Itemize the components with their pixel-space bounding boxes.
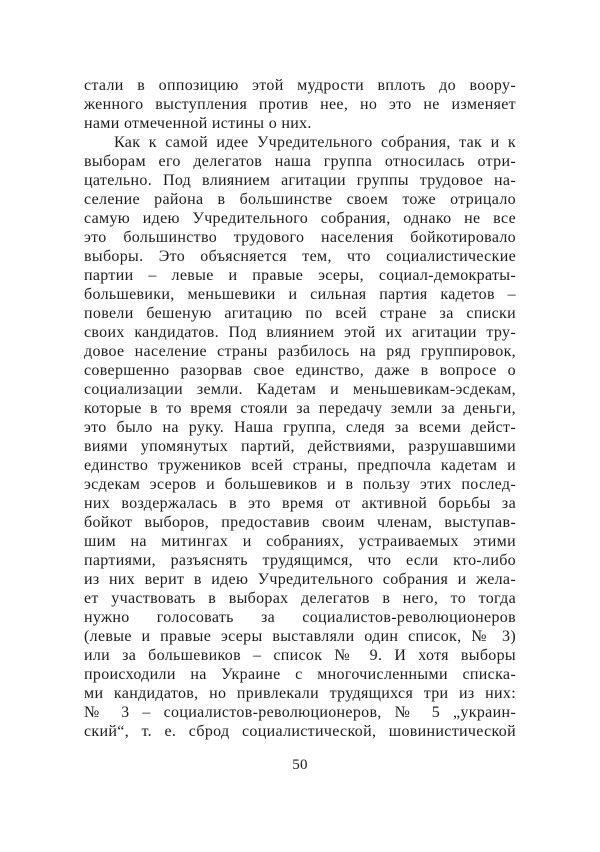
paragraph <box>84 133 516 741</box>
text-line: единство тружеников всей страны, предпочла кадетам и <box>84 457 516 474</box>
text-line: довое население страны разбилось на ряд группировок, <box>84 343 516 360</box>
text-line: № 3 – социалистов-революционеров, № 5 „украин- <box>84 704 516 721</box>
page-number: 50 <box>292 757 308 773</box>
text-line: выборам его делегатов наша группа относилась отри- <box>84 153 516 170</box>
paragraph <box>84 76 516 133</box>
text-line: бойкот выборов, предоставив своим членам, выступав- <box>84 514 516 531</box>
text-block <box>84 76 516 741</box>
text-line: социализации земли. Кадетам и меньшевикам-эсдекам, <box>84 381 516 398</box>
text-line: большевики, меньшевики и сильная партия кадетов – <box>84 286 516 303</box>
text-line: селение района в большинстве своем тоже отрицало <box>84 191 516 208</box>
text-line: самую идею Учредительного собрания, однако не все <box>84 210 516 227</box>
text-line: цательно. Под влиянием агитации группы трудовое на- <box>84 172 516 189</box>
text-line: виями упомянутых партий, действиями, разрушавшими <box>84 438 516 455</box>
text-line: ет участвовать в выборах делегатов в него, то тогда <box>84 590 516 607</box>
text-line: нужно голосовать за социалистов-революционеров <box>84 609 516 626</box>
text-line: это большинство трудового населения бойкотировало <box>84 229 516 246</box>
text-line: стали в оппозицию этой мудрости вплоть до воору- <box>84 77 516 94</box>
text-line: ский“, т. е. сброд социалистической, шовинистической <box>84 723 516 740</box>
text-line: своих кандидатов. Под влиянием этой их агитации тру- <box>84 324 516 341</box>
text-line: или за большевиков – список № 9. И хотя выборы <box>84 647 516 664</box>
text-line: это было на руку. Наша группа, следя за всеми дейст- <box>84 419 516 436</box>
text-line: (левые и правые эсеры выставляли один список, № 3) <box>84 628 516 645</box>
text-line: них воздержалась в это время от активной борьбы за <box>84 495 516 512</box>
text-line: которые в то время стояли за передачу земли за деньги, <box>84 400 516 417</box>
text-line: нами отмеченной истины о них. <box>84 115 312 132</box>
text-line: выборы. Это объясняется тем, что социалистические <box>84 248 516 265</box>
text-line: эсдекам эсеров и большевиков и в пользу этих послед- <box>84 476 516 493</box>
text-line: партиями, разъяснять трудящимся, что если кто-либо <box>84 552 516 569</box>
text-line: совершенно разорвав свое единство, даже в вопросе о <box>84 362 516 379</box>
text-line: шим на митингах и собраниях, устраиваемых этими <box>84 533 516 550</box>
text-line: происходили на Украине с многочисленными списка- <box>84 666 516 683</box>
text-line: повели бешеную агитацию по всей стране за списки <box>84 305 516 322</box>
text-line: Как к самой идее Учредительного собрания, так и к <box>114 134 516 151</box>
text-line: женного выступления против нее, но это не изменяет <box>84 96 516 113</box>
text-line: из них верит в идею Учредительного собрания и жела- <box>84 571 516 588</box>
text-line: ми кандидатов, но привлекали трудящихся три из них: <box>84 685 516 702</box>
text-line: партии – левые и правые эсеры, социал-демократы- <box>84 267 516 284</box>
